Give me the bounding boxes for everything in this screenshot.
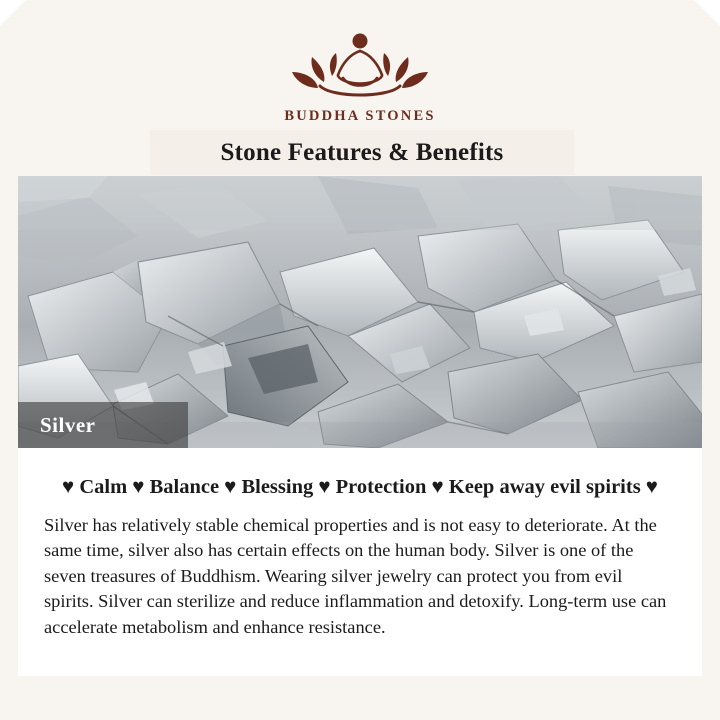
lotus-meditation-icon	[280, 26, 440, 104]
section-title-band	[150, 130, 574, 175]
brand-name: BUDDHA STONES	[284, 108, 436, 124]
description-text: Silver has relatively stable chemical properties and is not easy to deteriorate. At the same time, silver also has certain effects on the human body. Silver is one of the seven treasures of Buddhism. Wearing silver jewelry can protect you from evil spirits. Silver can sterilize and reduce inflammation and detoxify. Long-term use can accelerate metabolism and enhance resistance.	[44, 515, 667, 637]
stone-name-badge	[18, 402, 188, 448]
keywords-line: ♥ Calm ♥ Balance ♥ Blessing ♥ Protection ♥ Keep away evil spirits ♥	[62, 476, 658, 498]
corner-notch-top-right	[694, 0, 720, 26]
bottom-strip	[0, 676, 720, 720]
stone-name: Silver	[40, 412, 96, 437]
page-title: Stone Features & Benefits	[220, 138, 504, 166]
brand-logo	[0, 26, 720, 125]
content-panel	[18, 448, 702, 676]
corner-notch-top-left	[0, 0, 26, 26]
